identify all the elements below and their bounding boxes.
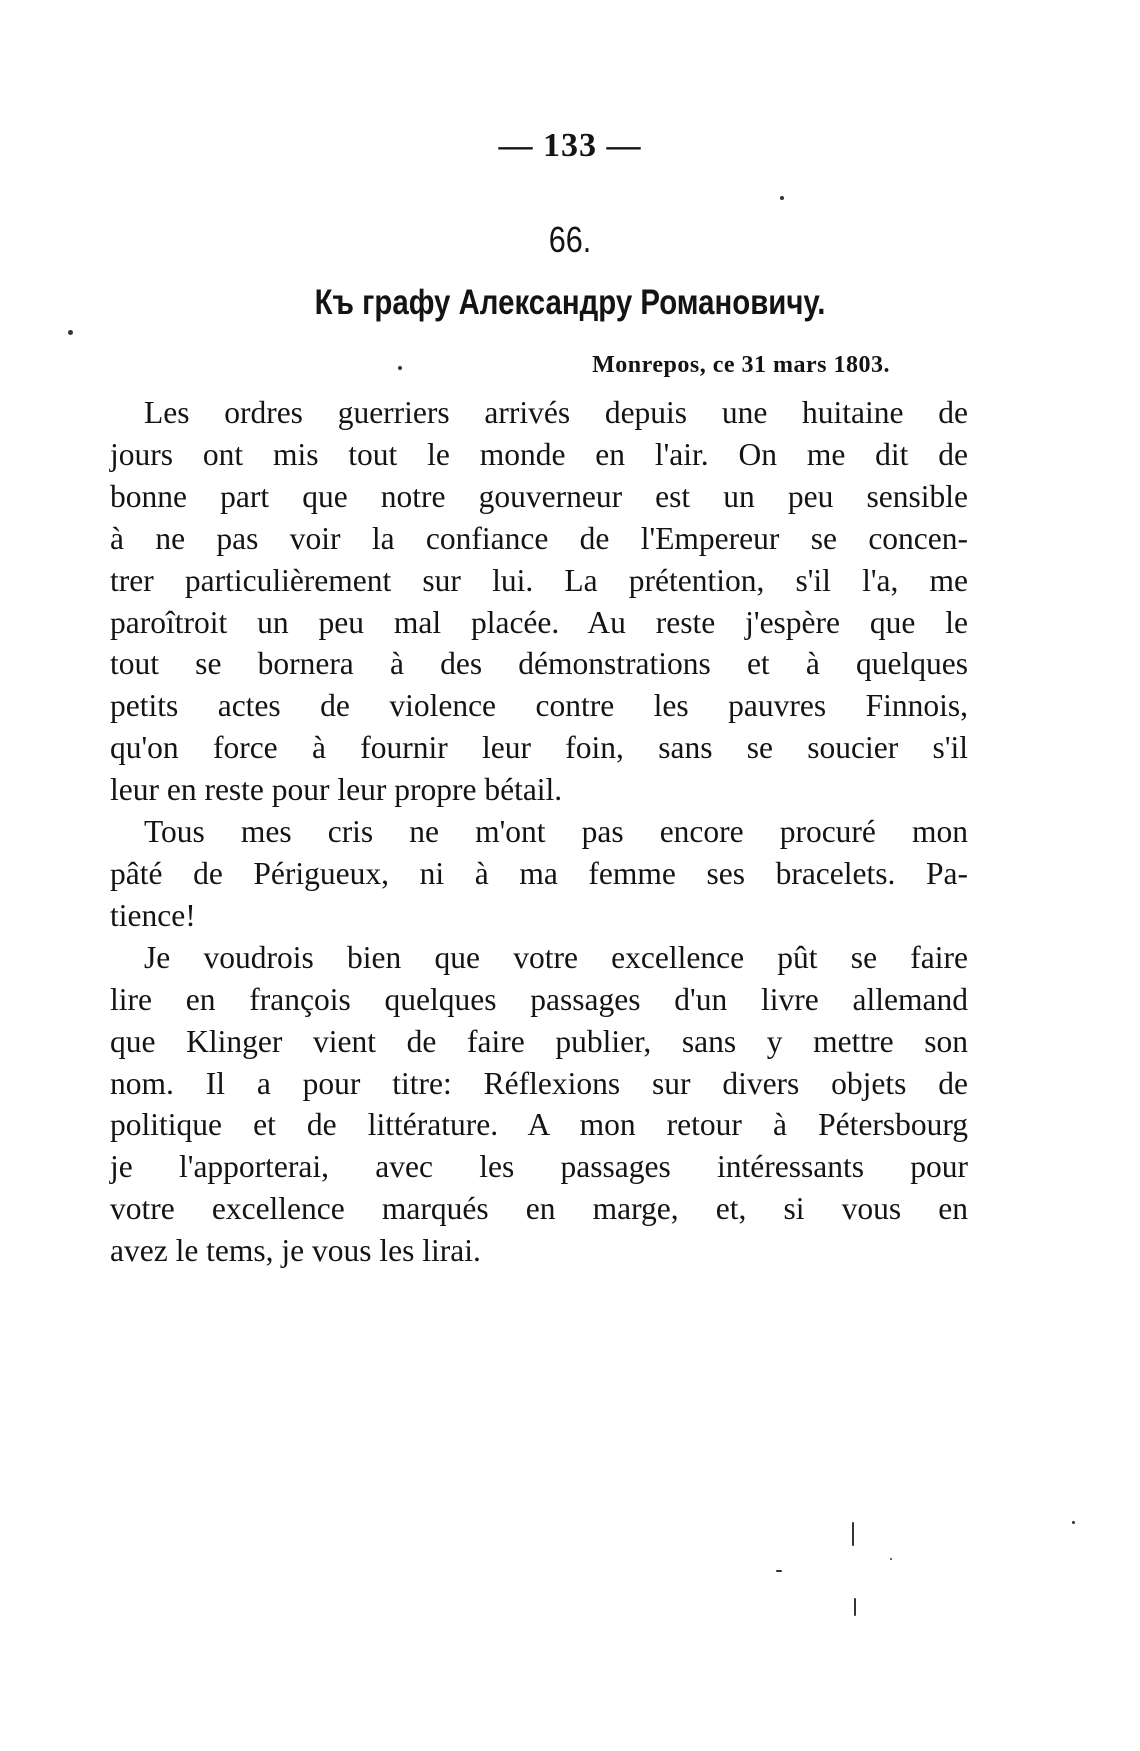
dateline: Monrepos, ce 31 mars 1803. — [592, 352, 890, 378]
text-line: Tous mes cris ne m'ont pas encore procuré mon — [144, 814, 968, 850]
text-line: trer particulièrement sur lui. La prétention, s'il l'a, me — [110, 562, 968, 598]
text-line: tience! — [110, 897, 196, 933]
text-line: votre excellence marqués en marge, et, si vous en — [110, 1191, 968, 1227]
text-line: je l'apporterai, avec les passages intéressants pour — [110, 1149, 968, 1185]
scan-speck — [776, 1570, 782, 1572]
text-line: avez le tems, je vous les lirai. — [110, 1233, 481, 1269]
text-line: à ne pas voir la confiance de l'Empereur se concen- — [110, 520, 968, 556]
text-line: qu'on force à fournir leur foin, sans se soucier s'il — [110, 730, 968, 766]
letter-number: 66. — [548, 219, 592, 260]
page-number: — 133 — — [498, 127, 642, 164]
text-line: nom. Il a pour titre: Réflexions sur divers objets de — [110, 1065, 968, 1101]
text-line: pâté de Périgueux, ni à ma femme ses bracelets. Pa- — [110, 855, 968, 891]
scan-speck — [780, 196, 784, 200]
letter-body — [110, 392, 968, 1272]
text-line: petits actes de violence contre les pauvres Finnois, — [110, 688, 968, 724]
text-line: paroîtroit un peu mal placée. Au reste j'espère que le — [110, 604, 968, 640]
text-line: que Klinger vient de faire publier, sans y mettre son — [110, 1023, 968, 1059]
text-line: lire en françois quelques passages d'un livre allemand — [110, 981, 968, 1017]
scan-speck — [68, 330, 73, 335]
text-line: politique et de littérature. A mon retour à Pétersbourg — [110, 1107, 968, 1143]
text-line: jours ont mis tout le monde en l'air. On me dit de — [110, 436, 968, 472]
letter-heading: Къ графу Александру Романовичу. — [314, 283, 826, 322]
scan-speck — [854, 1598, 856, 1616]
text-line: bonne part que notre gouverneur est un peu sensible — [110, 478, 968, 514]
text-line: tout se bornera à des démonstrations et à quelques — [110, 646, 968, 682]
scan-speck — [1072, 1521, 1075, 1524]
scan-speck — [852, 1522, 854, 1546]
text-line: leur en reste pour leur propre bétail. — [110, 772, 563, 808]
text-line: Je voudrois bien que votre excellence pût se faire — [144, 939, 968, 975]
scan-speck — [890, 1558, 892, 1560]
text-line: Les ordres guerriers arrivés depuis une huitaine de — [144, 395, 968, 430]
scan-speck — [398, 366, 402, 370]
